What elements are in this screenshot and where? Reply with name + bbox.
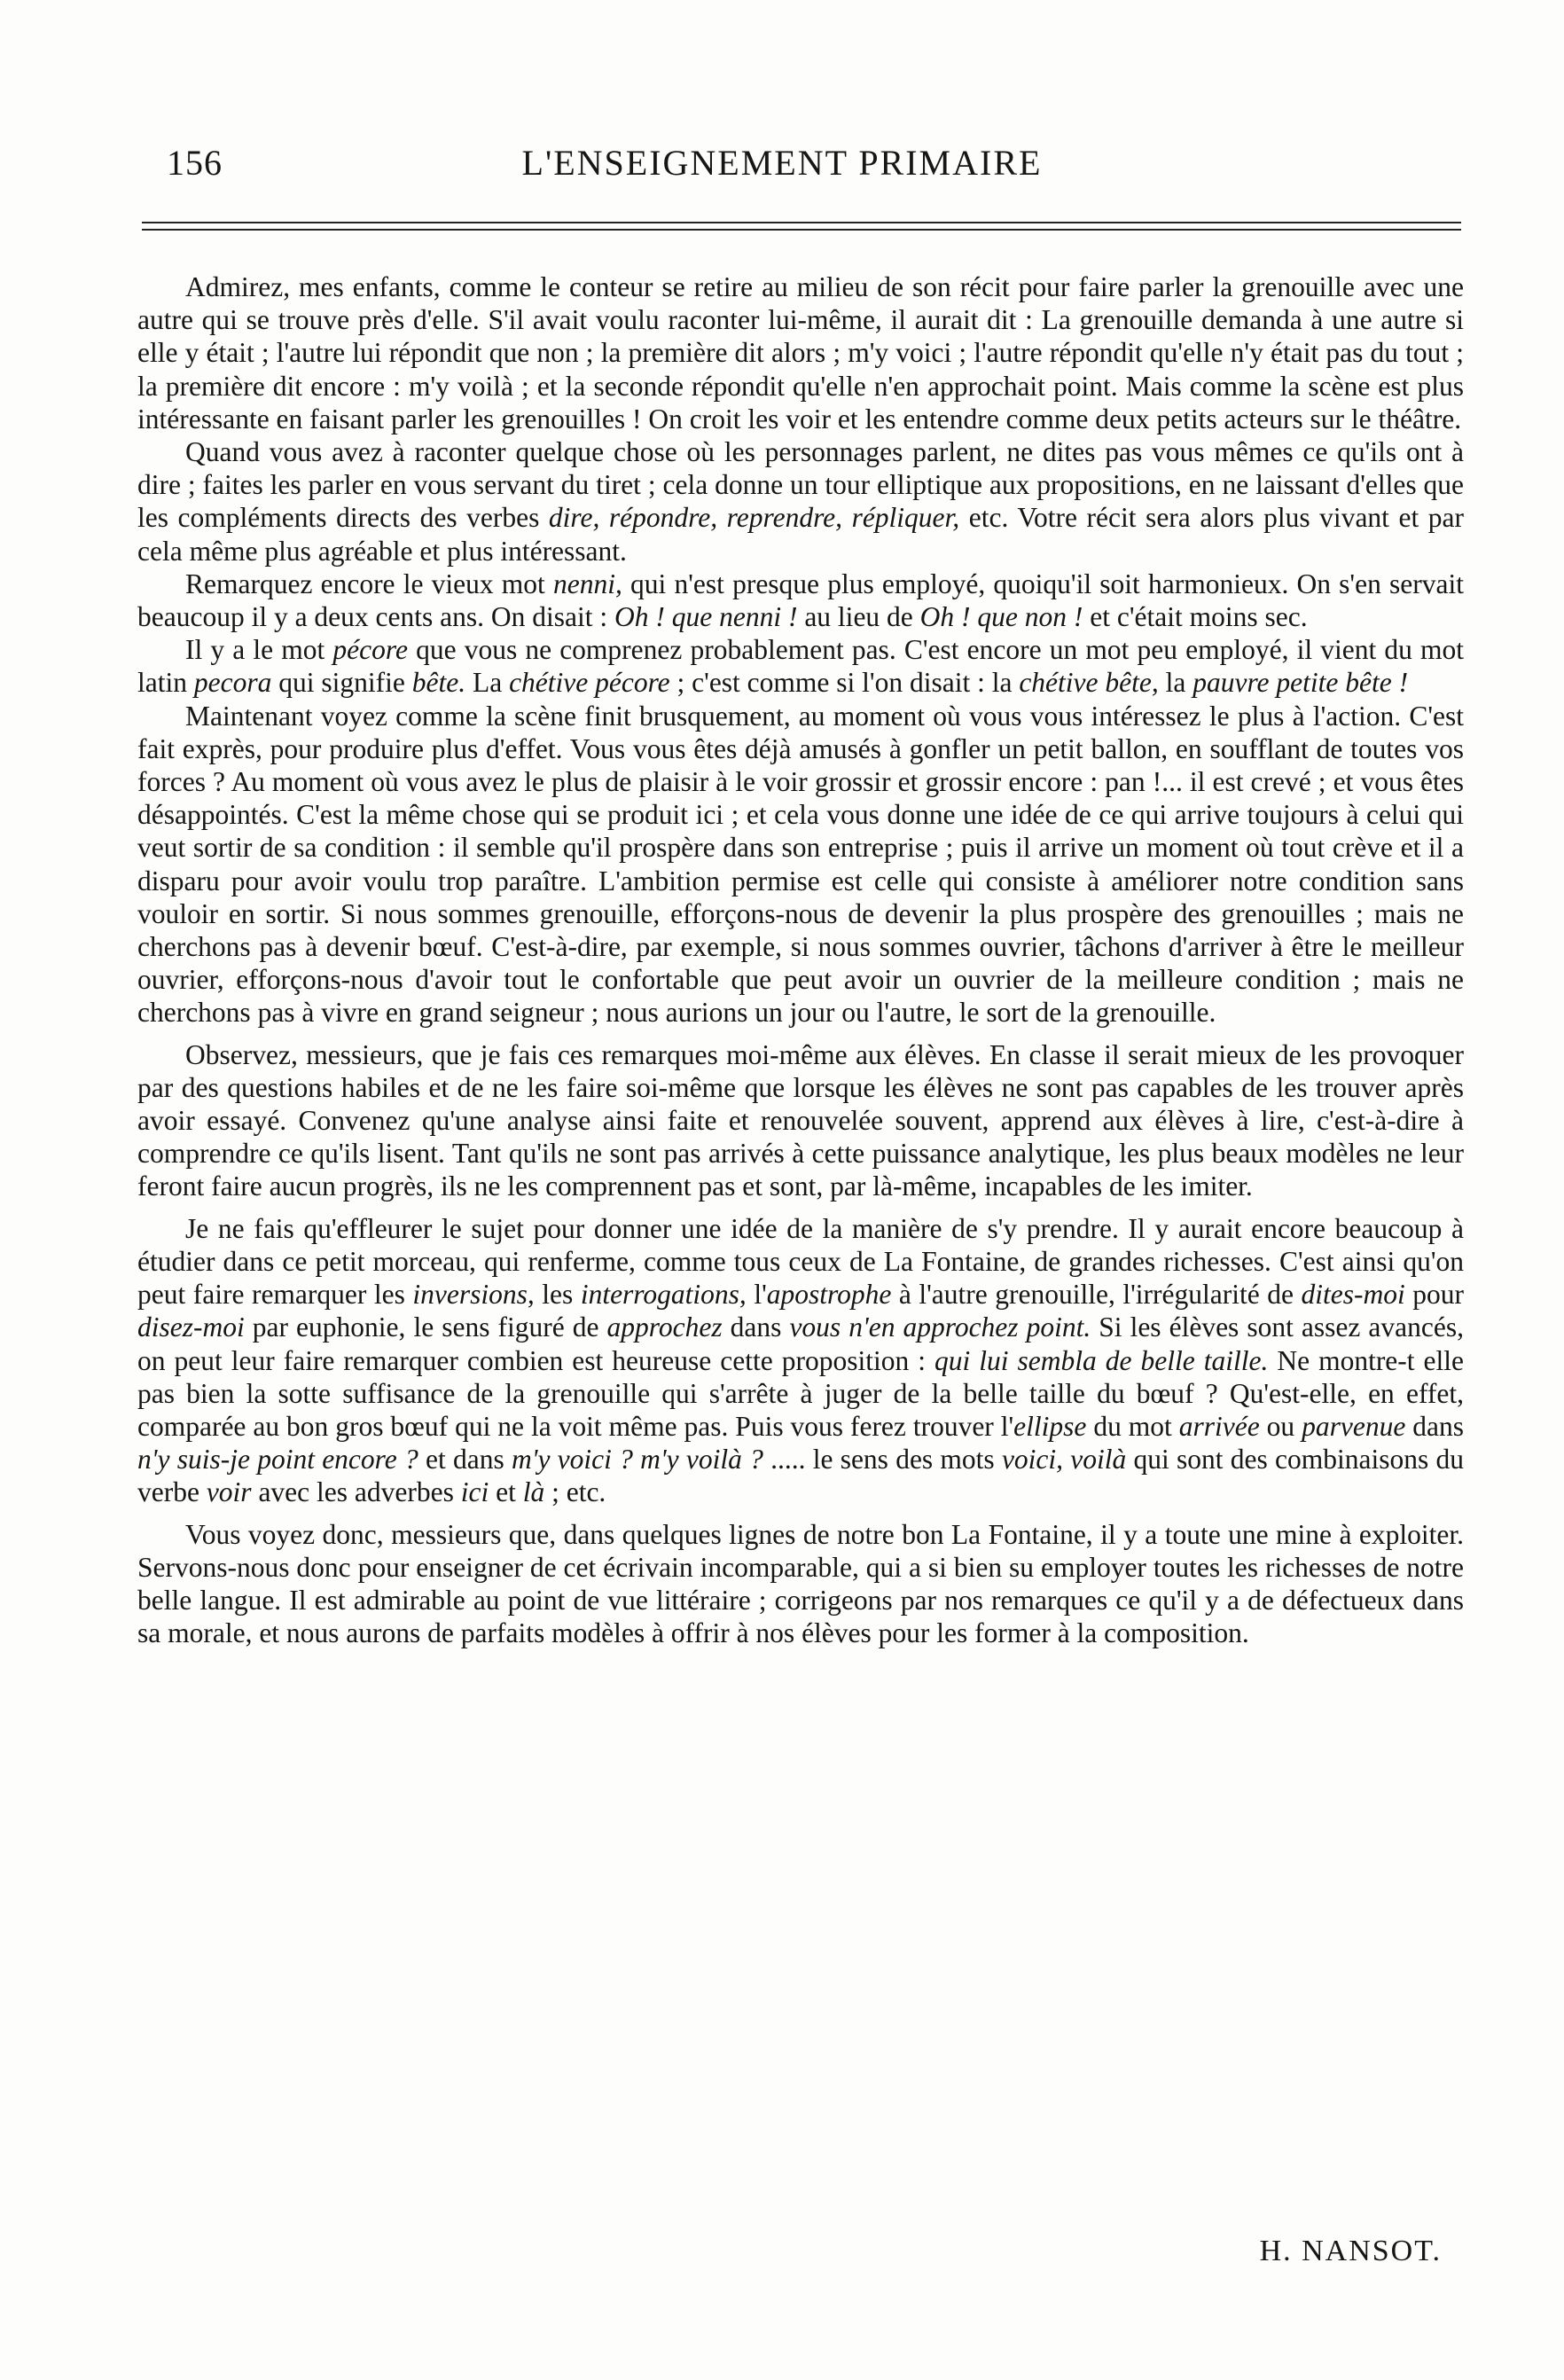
text-run: du mot (1086, 1410, 1179, 1442)
text-run: Je ne fais qu'effleurer le sujet pour donner une idée de la manière de s'y prendre. Il y aurait encore beaucoup à étudier dans ce petit morceau, qui renferme, comme tous ceux de La Fontaine, de grandes richesses. C'est ainsi qu'on peut faire remarquer les (137, 1212, 1464, 1311)
running-title: L'ENSEIGNEMENT PRIMAIRE (521, 143, 1043, 183)
text-run: etc. Votre récit sera alors plus vivant et par cela même plus agréable et plus intéressant. (137, 502, 1464, 567)
italic-text: dites-moi (1301, 1279, 1405, 1311)
italic-text: Oh ! que non ! (919, 601, 1083, 633)
text-run: les (534, 1279, 581, 1311)
text-run: et c'était moins sec. (1083, 601, 1308, 633)
italic-text: disez-moi (137, 1311, 245, 1343)
text-run: qui sont des combinaisons du verbe (137, 1444, 1464, 1508)
italic-text: nenni, (553, 568, 622, 599)
italic-text: inversions, (412, 1279, 535, 1311)
text-run: Vous voyez donc, messieurs que, dans quelques lignes de notre bon La Fontaine, il y a toute une mine à exploiter. Servons-nous donc pour enseigner de cet écrivain incomparable, qui a si bien su employer toutes les richesses de notre belle langue. Il est admirable au point de vue littéraire ; corrigeons par nos remarques ce qu'il y a de défectueux dans sa morale, et nous aurons de parfaits modèles à offrir à nos élèves pour les former à la composition. (137, 1518, 1464, 1649)
italic-text: approchez (606, 1311, 723, 1343)
article-body (137, 270, 1464, 1649)
italic-text: pecora (193, 667, 272, 699)
italic-text: pécore (332, 634, 408, 666)
text-run: et dans (418, 1444, 512, 1476)
text-run: et (489, 1476, 523, 1508)
text-run: La (465, 667, 510, 699)
italic-text: qui lui sembla de belle taille. (934, 1344, 1269, 1376)
italic-text: voici, voilà (1001, 1444, 1127, 1476)
text-run: la (1158, 667, 1193, 699)
italic-text: arrivée (1178, 1410, 1260, 1442)
italic-text: parvenue (1302, 1410, 1406, 1442)
paragraph (137, 700, 1464, 1030)
text-run: ..... le sens des mots (762, 1444, 1002, 1476)
paragraph (137, 1038, 1464, 1203)
text-run: à l'autre grenouille, l'irrégularité de (891, 1279, 1302, 1311)
text-run: Admirez, mes enfants, comme le conteur se retire au milieu de son récit pour faire parler la grenouille avec une autre qui se trouve près d'elle. S'il avait voulu raconter lui-même, il aurait dit : La grenouille demanda à une autre si elle y était ; l'autre lui répondit que non ; la première dit alors ; m'y voici ; l'autre répondit qu'elle n'y était pas du tout ; la première dit encore : m'y voilà ; et la seconde répondit qu'elle n'en approchait point. Mais comme la scène est plus intéressante en faisant parler les grenouilles ! On croit les voir et les entendre comme deux petits acteurs sur le théâtre. (137, 271, 1464, 435)
italic-text: dire, répondre, reprendre, répliquer, (548, 502, 960, 534)
italic-text: n'y suis-je point encore ? (137, 1444, 418, 1476)
text-run: Quand vous avez à raconter quelque chose où les personnages parlent, ne dites pas vous mêmes ce qu'ils ont à dire ; faites les parler en vous servant du tiret ; cela donne un tour elliptique aux propositions, en ne laissant d'elles que les compléments directs des verbes (137, 436, 1464, 534)
text-run: par euphonie, le sens figuré de (244, 1311, 607, 1343)
paragraph (137, 435, 1464, 568)
text-run: qui n'est presque plus employé, quoiqu'il soit harmonieux. On s'en servait beaucoup il y a deux cents ans. On disait : (137, 568, 1464, 633)
page-number: 156 (167, 143, 223, 183)
text-run: que vous ne comprenez probablement pas. C'est encore un mot peu employé, il vient du mot latin (137, 634, 1464, 699)
text-run: qui signifie (271, 667, 412, 699)
paragraph (137, 568, 1464, 633)
italic-text: chétive pécore (509, 667, 670, 699)
italic-text: pauvre petite bête ! (1193, 667, 1409, 699)
author-signature: H. NANSOT. (1259, 2235, 1442, 2267)
italic-text: vous n'en approchez point. (789, 1311, 1091, 1343)
italic-text: ici (460, 1476, 489, 1508)
text-run: Si les élèves sont assez avancés, on peut leur faire remarquer combien est heureuse cette proposition : (137, 1311, 1464, 1376)
text-run: ; c'est comme si l'on disait : la (669, 667, 1020, 699)
italic-text: m'y voici ? m'y voilà ? (511, 1444, 763, 1476)
italic-text: bête. (411, 667, 466, 699)
text-run: Maintenant voyez comme la scène finit brusquement, au moment où vous vous intéressez le plus à l'action. C'est fait exprès, pour produire plus d'effet. Vous vous êtes déjà amusés à gonfler un petit ballon, en soufflant de toutes vos forces ? Au moment où vous avez le plus de plaisir à le voir grossir et grossir encore : pan !... il est crevé ; et vous êtes désappointés. C'est la même chose qui se produit ici ; et cela vous donne une idée de ce qui arrive toujours à celui qui veut sortir de sa condition : il semble qu'il prospère dans son entreprise ; puis il arrive un moment où tout crève et il a disparu pour avoir voulu trop paraître. L'ambition permise est celle qui consiste à améliorer notre condition sans vouloir en sortir. Si nous sommes grenouille, efforçons-nous de devenir la plus prospère des grenouilles ; mais ne cherchons pas à devenir bœuf. C'est-à-dire, par exemple, si nous sommes ouvrier, tâchons d'arriver à être le meilleur ouvrier, efforçons-nous d'avoir tout le confortable que peut avoir un ouvrier de la meilleure condition ; mais ne cherchons pas à vivre en grand seigneur ; nous aurions un jour ou l'autre, le sort de la grenouille. (137, 700, 1464, 1029)
text-run: dans (1405, 1410, 1464, 1442)
header-rule-top (142, 222, 1461, 223)
text-run: au lieu de (797, 601, 920, 633)
text-run: Ne montre-t elle pas bien la sotte suffisance de la grenouille qui s'arrête à juger de la belle taille du bœuf ? Qu'est-elle, en effet, comparée au bon gros bœuf qui ne la voit même pas. Puis vous ferez trouver l' (137, 1344, 1465, 1442)
text-run: pour (1404, 1279, 1464, 1311)
page-header (0, 142, 1564, 195)
text-run: Remarquez encore le vieux mot (185, 568, 553, 599)
italic-text: Oh ! que nenni ! (614, 601, 798, 633)
italic-text: interrogations, (580, 1279, 747, 1311)
italic-text: là (522, 1476, 545, 1508)
text-run: ; etc. (544, 1476, 606, 1508)
paragraph (137, 1518, 1464, 1650)
text-run: avec les adverbes (251, 1476, 461, 1508)
paragraph (137, 633, 1464, 699)
text-run: l' (746, 1279, 767, 1311)
header-rule-bottom (142, 229, 1461, 231)
text-run: dans (722, 1311, 790, 1343)
italic-text: apostrophe (766, 1279, 892, 1311)
italic-text: chétive bête, (1019, 667, 1159, 699)
italic-text: ellipse (1013, 1410, 1087, 1442)
paragraph (137, 270, 1464, 435)
text-run: Il y a le mot (185, 634, 333, 666)
paragraph (137, 1212, 1464, 1509)
text-run: ou (1259, 1410, 1302, 1442)
italic-text: voir (206, 1476, 252, 1508)
text-run: Observez, messieurs, que je fais ces remarques moi-même aux élèves. En classe il serait mieux de les provoquer par des questions habiles et de ne les faire soi-même que lorsque les élèves ne sont pas capables de les trouver après avoir essayé. Convenez qu'une analyse ainsi faite et renouvelée souvent, apprend aux élèves à lire, c'est-à-dire à comprendre ce qu'ils lisent. Tant qu'ils ne sont pas arrivés à cette puissance analytique, les plus beaux modèles ne leur feront faire aucun progrès, ils ne les comprennent pas et sont, par là-même, incapables de les imiter. (137, 1038, 1464, 1202)
